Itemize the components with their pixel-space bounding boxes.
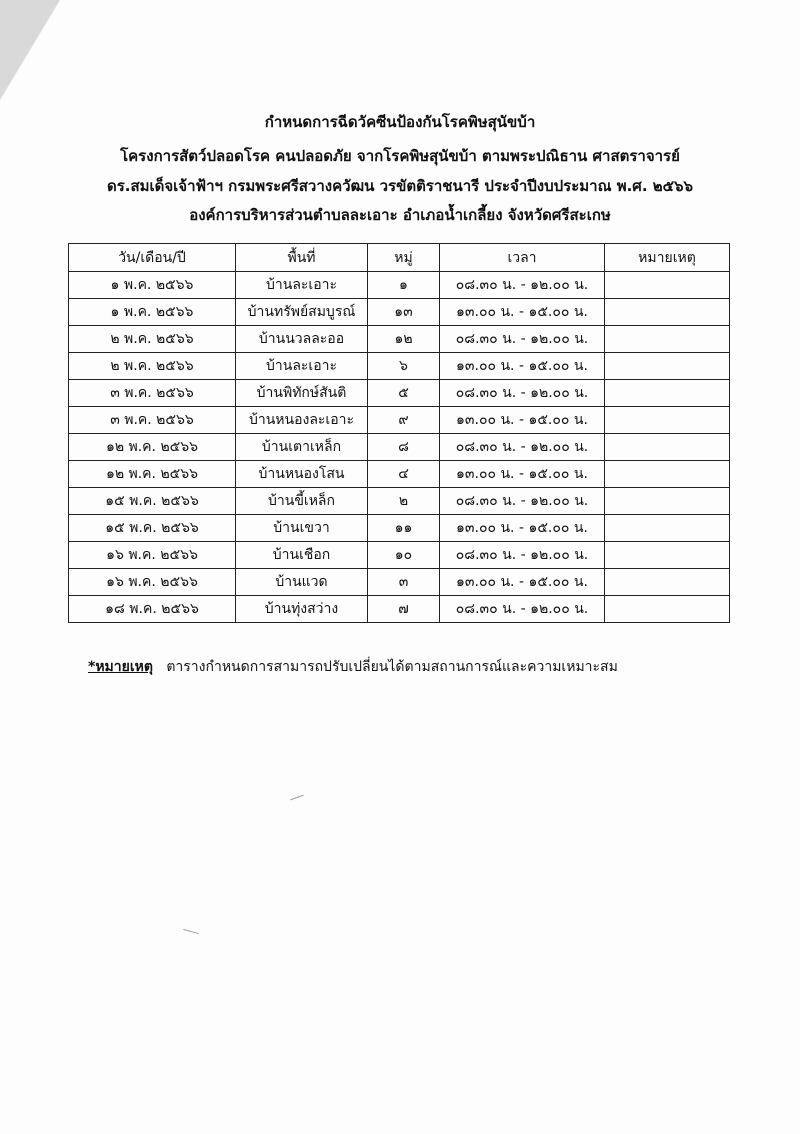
cell-area: บ้านหนองละเอาะ — [236, 407, 368, 434]
cell-date: ๓ พ.ค. ๒๕๖๖ — [69, 407, 236, 434]
cell-date: ๒ พ.ค. ๒๕๖๖ — [69, 353, 236, 380]
table-row — [69, 272, 730, 299]
cell-area: บ้านละเอาะ — [236, 353, 368, 380]
cell-date: ๑๖ พ.ค. ๒๕๖๖ — [69, 542, 236, 569]
cell-area: บ้านทุ่งสว่าง — [236, 596, 368, 623]
cell-note — [605, 299, 730, 326]
cell-moo: ๑๑ — [368, 515, 440, 542]
scan-corner-mark — [0, 0, 60, 100]
cell-area: บ้านเชือก — [236, 542, 368, 569]
table-row — [69, 299, 730, 326]
scan-speck — [290, 795, 303, 801]
cell-time: ๑๓.๐๐ น. - ๑๕.๐๐ น. — [440, 407, 605, 434]
table-row — [69, 434, 730, 461]
cell-moo: ๗ — [368, 596, 440, 623]
table-row — [69, 461, 730, 488]
cell-note — [605, 515, 730, 542]
column-header-area: พื้นที่ — [236, 244, 368, 272]
cell-area: บ้านนวลละออ — [236, 326, 368, 353]
cell-moo: ๒ — [368, 488, 440, 515]
footnote-label: *หมายเหตุ — [88, 659, 153, 675]
cell-note — [605, 569, 730, 596]
cell-time: ๐๘.๓๐ น. - ๑๒.๐๐ น. — [440, 272, 605, 299]
cell-area: บ้านละเอาะ — [236, 272, 368, 299]
table-row — [69, 380, 730, 407]
cell-note — [605, 434, 730, 461]
cell-area: บ้านทรัพย์สมบูรณ์ — [236, 299, 368, 326]
document-title: กำหนดการฉีดวัคซีนป้องกันโรคพิษสุนัขบ้า — [264, 113, 536, 131]
column-header-note: หมายเหตุ — [605, 244, 730, 272]
cell-moo: ๖ — [368, 353, 440, 380]
patron-line: ดร.สมเด็จเจ้าฟ้าฯ กรมพระศรีสวางควัฒน วรขัตติราชนารี ประจำปีงบประมาณ พ.ศ. ๒๕๖๖ — [106, 177, 694, 195]
cell-area: บ้านขี้เหล็ก — [236, 488, 368, 515]
table-row — [69, 542, 730, 569]
cell-moo: ๑๓ — [368, 299, 440, 326]
cell-area: บ้านเขวา — [236, 515, 368, 542]
cell-moo: ๓ — [368, 569, 440, 596]
cell-date: ๑๘ พ.ค. ๒๕๖๖ — [69, 596, 236, 623]
cell-time: ๐๘.๓๐ น. - ๑๒.๐๐ น. — [440, 542, 605, 569]
vaccination-schedule-table — [68, 243, 730, 623]
cell-moo: ๑ — [368, 272, 440, 299]
cell-time: ๐๘.๓๐ น. - ๑๒.๐๐ น. — [440, 488, 605, 515]
cell-moo: ๑๒ — [368, 326, 440, 353]
cell-time: ๐๘.๓๐ น. - ๑๒.๐๐ น. — [440, 596, 605, 623]
cell-note — [605, 461, 730, 488]
table-header-row — [69, 244, 730, 272]
cell-note — [605, 596, 730, 623]
cell-date: ๑๒ พ.ค. ๒๕๖๖ — [69, 461, 236, 488]
cell-time: ๑๓.๐๐ น. - ๑๕.๐๐ น. — [440, 299, 605, 326]
table-row — [69, 569, 730, 596]
cell-moo: ๙ — [368, 407, 440, 434]
table-row — [69, 407, 730, 434]
table-body — [69, 272, 730, 623]
table-row — [69, 488, 730, 515]
cell-area: บ้านเตาเหล็ก — [236, 434, 368, 461]
cell-time: ๑๓.๐๐ น. - ๑๕.๐๐ น. — [440, 461, 605, 488]
cell-date: ๑ พ.ค. ๒๕๖๖ — [69, 272, 236, 299]
cell-note — [605, 542, 730, 569]
table-row — [69, 326, 730, 353]
cell-note — [605, 380, 730, 407]
cell-time: ๑๓.๐๐ น. - ๑๕.๐๐ น. — [440, 353, 605, 380]
cell-date: ๓ พ.ค. ๒๕๖๖ — [69, 380, 236, 407]
table-row — [69, 353, 730, 380]
cell-time: ๑๓.๐๐ น. - ๑๕.๐๐ น. — [440, 515, 605, 542]
cell-date: ๑ พ.ค. ๒๕๖๖ — [69, 299, 236, 326]
footnote — [88, 656, 618, 678]
cell-moo: ๑๐ — [368, 542, 440, 569]
table-row — [69, 515, 730, 542]
cell-date: ๑๕ พ.ค. ๒๕๖๖ — [69, 515, 236, 542]
project-line: โครงการสัตว์ปลอดโรค คนปลอดภัย จากโรคพิษสุนัขบ้า ตามพระปณิธาน ศาสตราจารย์ — [120, 147, 680, 165]
cell-note — [605, 353, 730, 380]
cell-date: ๒ พ.ค. ๒๕๖๖ — [69, 326, 236, 353]
cell-date: ๑๕ พ.ค. ๒๕๖๖ — [69, 488, 236, 515]
cell-note — [605, 407, 730, 434]
cell-time: ๐๘.๓๐ น. - ๑๒.๐๐ น. — [440, 380, 605, 407]
scan-speck — [183, 929, 199, 934]
column-header-moo: หมู่ — [368, 244, 440, 272]
cell-date: ๑๖ พ.ค. ๒๕๖๖ — [69, 569, 236, 596]
cell-note — [605, 272, 730, 299]
footnote-text: ตารางกำหนดการสามารถปรับเปลี่ยนได้ตามสถานการณ์และความเหมาะสม — [166, 659, 618, 675]
cell-moo: ๕ — [368, 380, 440, 407]
organization-line: องค์การบริหารส่วนตำบลละเอาะ อำเภอน้ำเกลี้ยง จังหวัดศรีสะเกษ — [189, 206, 611, 224]
cell-area: บ้านแวด — [236, 569, 368, 596]
cell-time: ๑๓.๐๐ น. - ๑๕.๐๐ น. — [440, 569, 605, 596]
cell-note — [605, 488, 730, 515]
cell-moo: ๔ — [368, 461, 440, 488]
cell-date: ๑๒ พ.ค. ๒๕๖๖ — [69, 434, 236, 461]
cell-area: บ้านพิทักษ์สันติ — [236, 380, 368, 407]
cell-note — [605, 326, 730, 353]
table-row — [69, 596, 730, 623]
cell-moo: ๘ — [368, 434, 440, 461]
column-header-time: เวลา — [440, 244, 605, 272]
cell-time: ๐๘.๓๐ น. - ๑๒.๐๐ น. — [440, 326, 605, 353]
cell-time: ๐๘.๓๐ น. - ๑๒.๐๐ น. — [440, 434, 605, 461]
column-header-date: วัน/เดือน/ปี — [69, 244, 236, 272]
cell-area: บ้านหนองโสน — [236, 461, 368, 488]
